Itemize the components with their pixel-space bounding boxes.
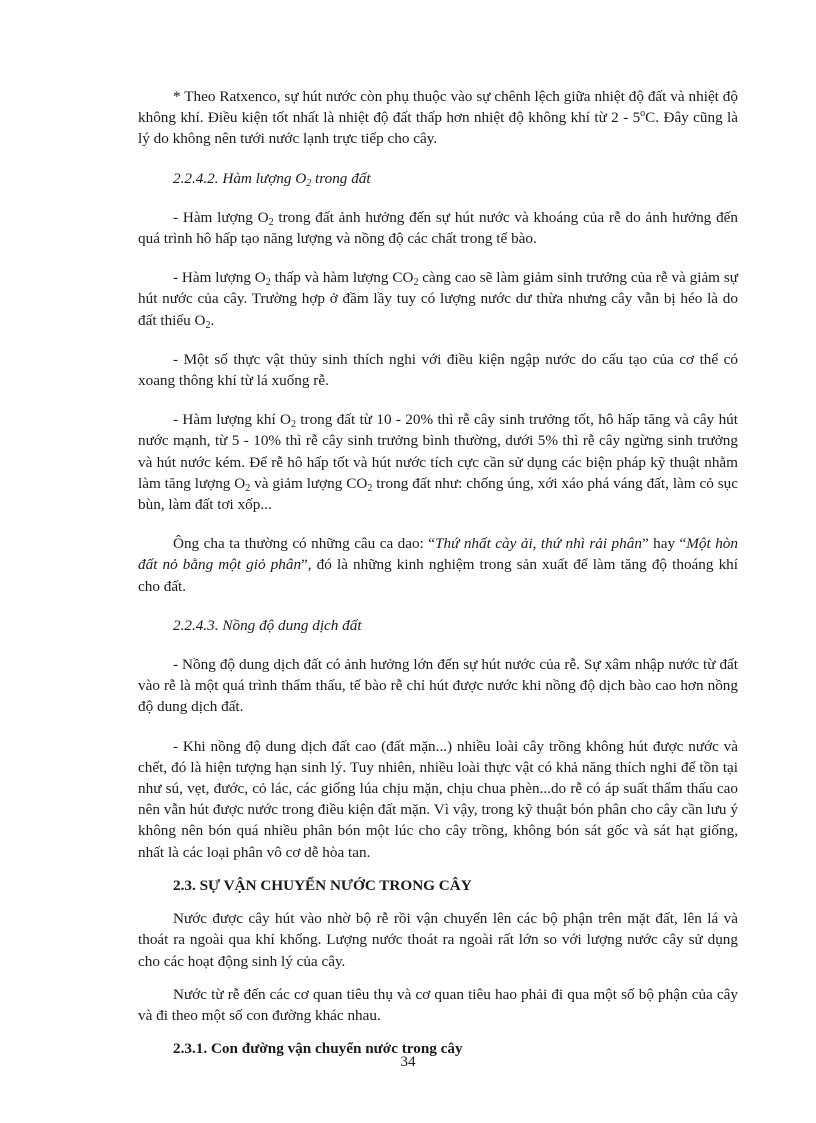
paragraph-aquatic-plants: - Một số thực vật thủy sinh thích nghi với điều kiện ngập nước do cấu tạo của cơ thể có xoang thông khí từ lá xuống rễ.: [138, 350, 738, 390]
paragraph-water-route: Nước từ rễ đến các cơ quan tiêu thụ và cơ quan tiêu hao phải đi qua một số bộ phận của cây và đi theo một số con đường khác nhau.: [138, 985, 738, 1024]
paragraph-folk-saying: Ông cha ta thường có những câu ca dao: “Thứ nhất cày ải, thứ nhì rải phân” hay “Một hòn đất nỏ bằng một giỏ phân”, đó là những kinh nghiệm trong sản xuất để làm tăng độ thoáng khí cho đất.: [138, 535, 738, 595]
heading-2-3: 2.3. SỰ VẬN CHUYỂN NƯỚC TRONG CÂY: [173, 876, 472, 894]
paragraph-solution-concentration: - Nồng độ dung dịch đất có ảnh hưởng lớn đến sự hút nước của rễ. Sự xâm nhập nước từ đất vào rễ là một quá trình thẩm thấu, tế bào rễ chỉ hút được nước khi nồng độ dịch bào cao hơn nồng độ dung dịch đất.: [138, 656, 738, 716]
heading-2-3-1: 2.3.1. Con đường vận chuyển nước trong cây: [173, 1040, 463, 1058]
paragraph-physiological-drought: - Khi nồng độ dung dịch đất cao (đất mặn...) nhiều loài cây trồng không hút được nước và chết, đó là hiện tượng hạn sinh lý. Tuy nhiên, nhiều loài thực vật có khả năng thích nghi để tồn tại như sú, vẹt, đước, cỏ lác, các giống lúa chịu mặn, chịu chua phèn...do rễ có áp suất thẩm thấu cao nên vẫn hút được nước trong điều kiện đất mặn. Vì vậy, trong kỹ thuật bón phân cho cây cần lưu ý không nên bón quá nhiều phân bón một lúc cho cây trồng, không bón sát gốc và sát hạt giống, nhất là các loại phân vô cơ dễ hòa tan.: [138, 737, 738, 861]
document-body: [138, 86, 738, 1071]
page-number: 34: [400, 1053, 416, 1070]
paragraph-water-transport: Nước được cây hút vào nhờ bộ rễ rồi vận chuyển lên các bộ phận trên mặt đất, lên lá và thoát ra ngoài qua khí khổng. Lượng nước thoát ra ngoài rất lớn so với lượng nước cây sử dụng cho các hoạt động sinh lý của cây.: [138, 910, 738, 970]
paragraph-o2-effect: - Hàm lượng $O_2$ trong đất ảnh hưởng đến sự hút nước và khoáng của rễ do ảnh hưởng đến quá trình hô hấp tạo năng lượng và nồng độ các chất trong tế bào.: [138, 208, 738, 248]
paragraph-o2-levels: - Hàm lượng khí $O_2$ trong đất từ 10 - 20% thì rễ cây sinh trưởng tốt, hô hấp tăng và cây hút nước mạnh, từ 5 - 10% thì rễ cây sinh trưởng bình thường, dưới 5% thì rễ cây ngừng sinh trưởng và hút nước kém. Để rễ hô hấp tốt và hút nước tích cực cần sử dụng các biện pháp kỹ thuật nhằm làm tăng lượng $O_2$ và giảm lượng $CO_2$ trong đất như: chống úng, xới xáo phá váng đất, làm cỏ sục bùn, làm đất tơi xốp...: [138, 411, 739, 514]
paragraph-temperature: * Theo Ratxenco, sự hút nước còn phụ thuộc vào sự chênh lệch giữa nhiệt độ đất và nhiệt độ không khí. Điều kiện tốt nhất là nhiệt độ đất thấp hơn nhiệt độ không khí từ 2 - 5$^o$C. Đây cũng là lý do không nên tưới nước lạnh trực tiếp cho cây.: [138, 88, 739, 148]
heading-2-2-4-2: 2.2.4.2. Hàm lượng $O_2$ trong đất: [173, 169, 371, 189]
paragraph-o2-low: - Hàm lượng $O_2$ thấp và hàm lượng $CO_2$ càng cao sẽ làm giảm sinh trưởng của rễ và giảm sự hút nước của cây. Trường hợp ở đầm lầy tuy có lượng nước dư thừa nhưng cây vẫn bị héo là do đất thiếu $O_2$.: [138, 269, 738, 331]
heading-2-2-4-3: 2.2.4.3. Nồng độ dung dịch đất: [173, 616, 362, 634]
